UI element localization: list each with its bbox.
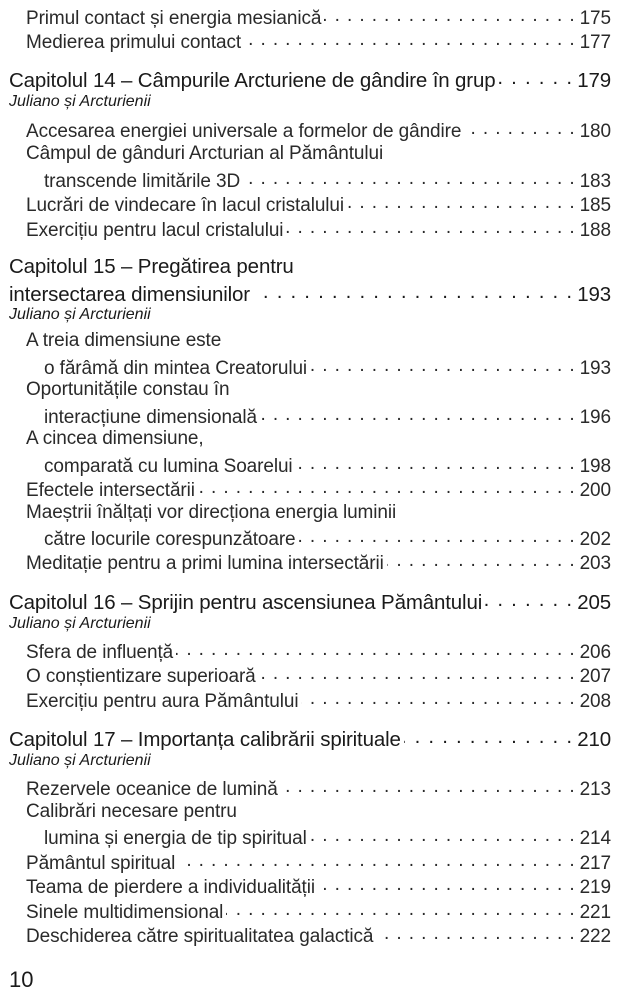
toc-chapter-17[interactable] xyxy=(9,725,611,749)
toc-entry-title: Maeștrii înălțați vor direcționa energia luminii xyxy=(26,502,397,523)
toc-entry-page: 196 xyxy=(579,407,611,428)
toc-entry-page: 221 xyxy=(579,902,611,923)
dot-leader xyxy=(464,118,575,137)
toc-entry[interactable] xyxy=(26,118,611,142)
toc-entry[interactable] xyxy=(26,550,611,574)
dot-leader xyxy=(259,663,576,682)
toc-entry-title: Deschiderea către spiritualitatea galactică xyxy=(26,926,374,947)
dot-leader xyxy=(296,453,576,472)
toc-entry-page: 185 xyxy=(579,195,611,216)
toc-entry-page: 213 xyxy=(579,779,611,800)
toc-entry-title: Sfera de influență xyxy=(26,642,174,663)
toc-entry-continuation[interactable] xyxy=(44,168,611,192)
dot-leader xyxy=(498,66,573,87)
toc-entry-continuation[interactable] xyxy=(44,355,611,379)
chapter-page: 193 xyxy=(577,282,611,306)
toc-entry[interactable] xyxy=(26,776,611,800)
toc-entry-page: 183 xyxy=(579,171,611,192)
toc-entry[interactable] xyxy=(26,639,611,663)
chapter-title: intersectarea dimensiunilor xyxy=(9,282,250,306)
dot-leader xyxy=(178,850,575,869)
toc-entry-title: Sinele multidimensional xyxy=(26,902,224,923)
toc-entry-title: A cincea dimensiune, xyxy=(26,428,204,449)
toc-entry-title: Efectele intersectării xyxy=(26,480,195,501)
toc-entry-page: 198 xyxy=(579,456,611,477)
dot-leader xyxy=(318,874,576,893)
toc-entry-title: Teama de pierdere a individualității xyxy=(26,877,315,898)
toc-entry-page: 208 xyxy=(579,691,611,712)
toc-entry-page: 202 xyxy=(579,529,611,550)
dot-leader xyxy=(310,355,576,374)
toc-chapter-16[interactable] xyxy=(9,588,611,612)
toc-entry-first-line[interactable] xyxy=(26,801,611,825)
toc-entry-title: Primul contact și energia mesianică xyxy=(26,8,322,29)
toc-entry-page: 188 xyxy=(579,220,611,241)
dot-leader xyxy=(404,725,573,746)
toc-entry[interactable] xyxy=(26,850,611,874)
toc-entry-page: 207 xyxy=(579,666,611,687)
toc-entry[interactable] xyxy=(26,192,611,216)
toc-entry-title: Rezervele oceanice de lumină xyxy=(26,779,278,800)
toc-entry[interactable] xyxy=(26,29,611,53)
chapter-title: Capitolul 17 – Importanța calibrării spirituale xyxy=(9,727,401,751)
toc-chapter-15[interactable] xyxy=(9,280,611,304)
dot-leader xyxy=(310,825,576,844)
dot-leader xyxy=(324,5,575,24)
toc-entry-title: către locurile corespunzătoare xyxy=(44,529,296,550)
toc-entry[interactable] xyxy=(26,477,611,501)
dot-leader xyxy=(198,477,576,496)
toc-entry[interactable] xyxy=(26,217,611,241)
toc-entry-title: Calibrări necesare pentru xyxy=(26,801,237,822)
toc-entry-title: interacțiune dimensională xyxy=(44,407,257,428)
toc-entry-page: 222 xyxy=(579,926,611,947)
toc-entry-title: lumina și energia de tip spiritual xyxy=(44,828,307,849)
toc-entry-page: 180 xyxy=(579,121,611,142)
toc-entry[interactable] xyxy=(26,663,611,687)
chapter-page: 179 xyxy=(577,68,611,92)
chapter-author: Juliano și Arcturienii xyxy=(9,306,151,323)
toc-entry-title: Pământul spiritual xyxy=(26,853,176,874)
dot-leader xyxy=(301,688,575,707)
toc-chapter-15-first-line[interactable] xyxy=(9,255,611,279)
dot-leader xyxy=(485,588,573,609)
toc-entry-page: 193 xyxy=(579,358,611,379)
toc-entry-first-line[interactable] xyxy=(26,502,611,526)
toc-entry-title: Câmpul de gânduri Arcturian al Pământului xyxy=(26,143,384,164)
dot-leader xyxy=(281,776,576,795)
toc-entry-title: o fărâmă din mintea Creatorului xyxy=(44,358,308,379)
toc-entry[interactable] xyxy=(26,688,611,712)
toc-entry-title: Exercițiu pentru aura Pământului xyxy=(26,691,299,712)
dot-leader xyxy=(226,899,575,918)
chapter-title: Capitolul 14 – Câmpurile Arcturiene de gândire în grup xyxy=(9,68,496,92)
toc-entry-continuation[interactable] xyxy=(44,404,611,428)
dot-leader xyxy=(243,168,575,187)
toc-entry-page: 206 xyxy=(579,642,611,663)
toc-entry[interactable] xyxy=(26,899,611,923)
toc-entry-title: O conștientizare superioară xyxy=(26,666,256,687)
toc-entry-title: Medierea primului contact xyxy=(26,32,242,53)
dot-leader xyxy=(253,280,573,301)
chapter-author: Juliano și Arcturienii xyxy=(9,615,151,632)
toc-entry-continuation[interactable] xyxy=(44,526,611,550)
toc-entry-first-line[interactable] xyxy=(26,330,611,354)
toc-entry-title: transcende limitările 3D xyxy=(44,171,241,192)
chapter-page: 210 xyxy=(577,727,611,751)
toc-entry-title: A treia dimensiune este xyxy=(26,330,222,351)
chapter-title: Capitolul 16 – Sprijin pentru ascensiunea Pământului xyxy=(9,590,483,614)
toc-entry-title: comparată cu lumina Soarelui xyxy=(44,456,293,477)
chapter-author: Juliano și Arcturienii xyxy=(9,93,151,110)
dot-leader xyxy=(387,550,576,569)
toc-entry-page: 200 xyxy=(579,480,611,501)
dot-leader xyxy=(176,639,575,658)
toc-entry[interactable] xyxy=(26,5,611,29)
toc-entry[interactable] xyxy=(26,874,611,898)
toc-entry-title: Accesarea energiei universale a formelor de gândire xyxy=(26,121,462,142)
toc-entry-title: Exercițiu pentru lacul cristalului xyxy=(26,220,284,241)
dot-leader xyxy=(260,404,576,423)
page-number: 10 xyxy=(9,967,34,992)
dot-leader xyxy=(376,923,575,942)
chapter-author: Juliano și Arcturienii xyxy=(9,752,151,769)
toc-entry-page: 214 xyxy=(579,828,611,849)
dot-leader xyxy=(347,192,576,211)
toc-entry-first-line[interactable] xyxy=(26,379,611,403)
toc-entry-continuation[interactable] xyxy=(44,453,611,477)
dot-leader xyxy=(244,29,576,48)
chapter-title: Capitolul 15 – Pregătirea pentru xyxy=(9,255,294,278)
dot-leader xyxy=(286,217,575,236)
toc-entry-page: 219 xyxy=(579,877,611,898)
toc-entry-first-line[interactable] xyxy=(26,428,611,452)
toc-entry-continuation[interactable] xyxy=(44,825,611,849)
toc-entry-page: 175 xyxy=(579,8,611,29)
dot-leader xyxy=(299,526,576,545)
toc-entry-title: Oportunitățile constau în xyxy=(26,379,230,400)
toc-entry-title: Meditație pentru a primi lumina intersectării xyxy=(26,553,384,574)
toc-entry-first-line[interactable] xyxy=(26,143,611,167)
toc-entry-title: Lucrări de vindecare în lacul cristalului xyxy=(26,195,345,216)
toc-chapter-14[interactable] xyxy=(9,66,611,90)
toc-entry-page: 217 xyxy=(579,853,611,874)
toc-entry-page: 177 xyxy=(579,32,611,53)
chapter-page: 205 xyxy=(577,590,611,614)
toc-entry[interactable] xyxy=(26,923,611,947)
toc-entry-page: 203 xyxy=(579,553,611,574)
